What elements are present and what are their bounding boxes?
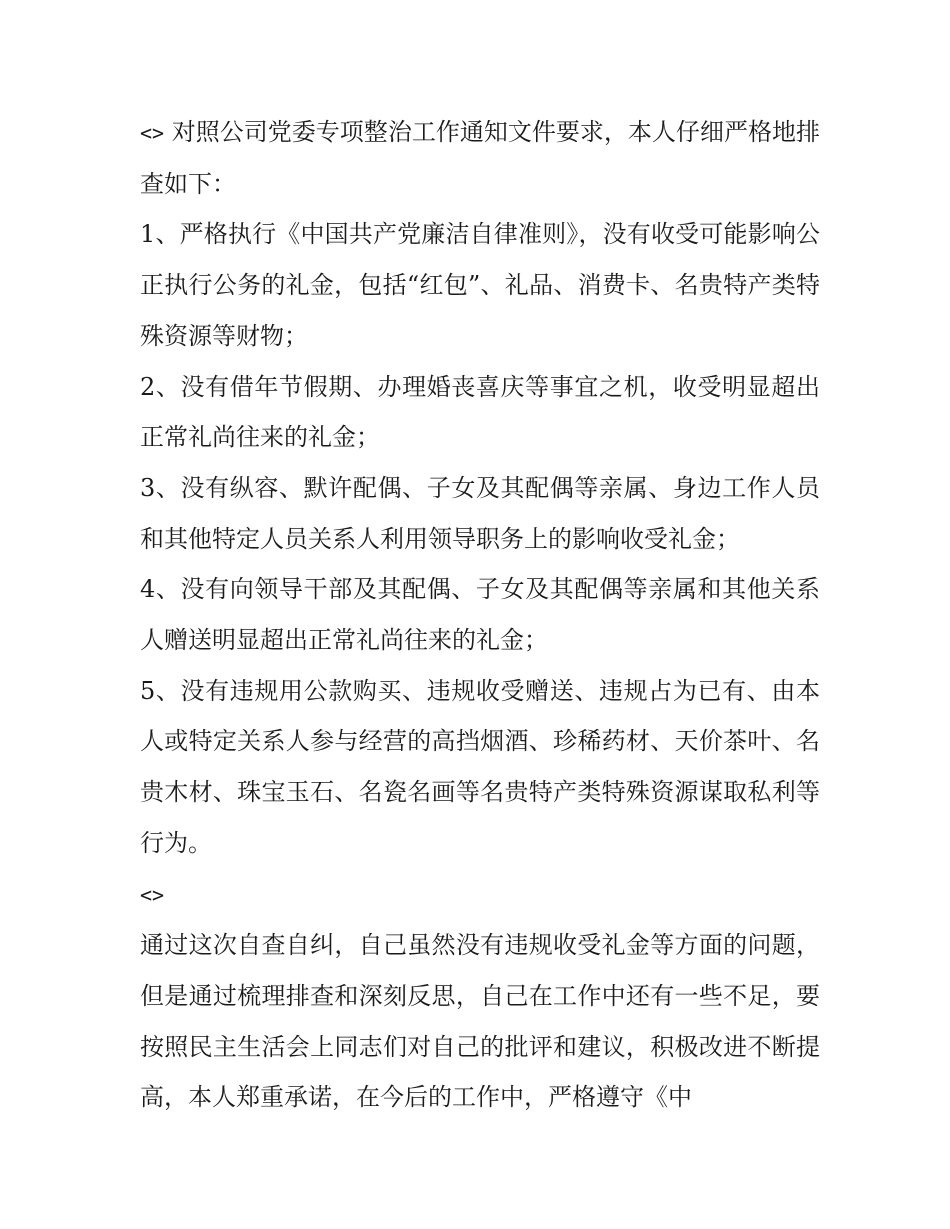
list-item-4: 4、没有向领导干部及其配偶、子女及其配偶等亲属和其他关系人赠送明显超出正常礼尚往来的礼金； <box>140 575 820 655</box>
section-marker-text: <> <box>140 882 165 907</box>
conclusion-paragraph: 通过这次自查自纠，自己虽然没有违规收受礼金等方面的问题，但是通过梳理排查和深刻反思，自己在工作中还有一些不足，要按照民主生活会上同志们对自己的批评和建议，积极改进不断提高，本人郑重承诺，在今后的工作中，严格遵守《中 <box>140 931 820 1112</box>
document-body <box>140 107 820 1123</box>
list-item-1: 1、严格执行《中国共产党廉洁自律准则》，没有收受可能影响公正执行公务的礼金，包括“红包”、礼品、消费卡、名贵特产类特殊资源等财物； <box>140 220 820 350</box>
intro-paragraph <box>140 107 820 209</box>
list-item-3: 3、没有纵容、默许配偶、子女及其配偶等亲属、身边工作人员和其他特定人员关系人利用领导职务上的影响收受礼金； <box>140 473 820 553</box>
list-item-2: 2、没有借年节假期、办理婚丧喜庆等事宜之机，收受明显超出正常礼尚往来的礼金； <box>140 372 820 452</box>
section-marker <box>140 869 820 921</box>
intro-text: 对照公司党委专项整治工作通知文件要求，本人仔细严格地排查如下： <box>140 118 820 198</box>
list-item-5: 5、没有违规用公款购买、违规收受赠送、违规占为已有、由本人或特定关系人参与经营的高挡烟酒、珍稀药材、天价茶叶、名贵木材、珠宝玉石、名瓷名画等名贵特产类特殊资源谋取私利等行为。 <box>140 676 820 857</box>
intro-marker: <> <box>140 121 165 145</box>
